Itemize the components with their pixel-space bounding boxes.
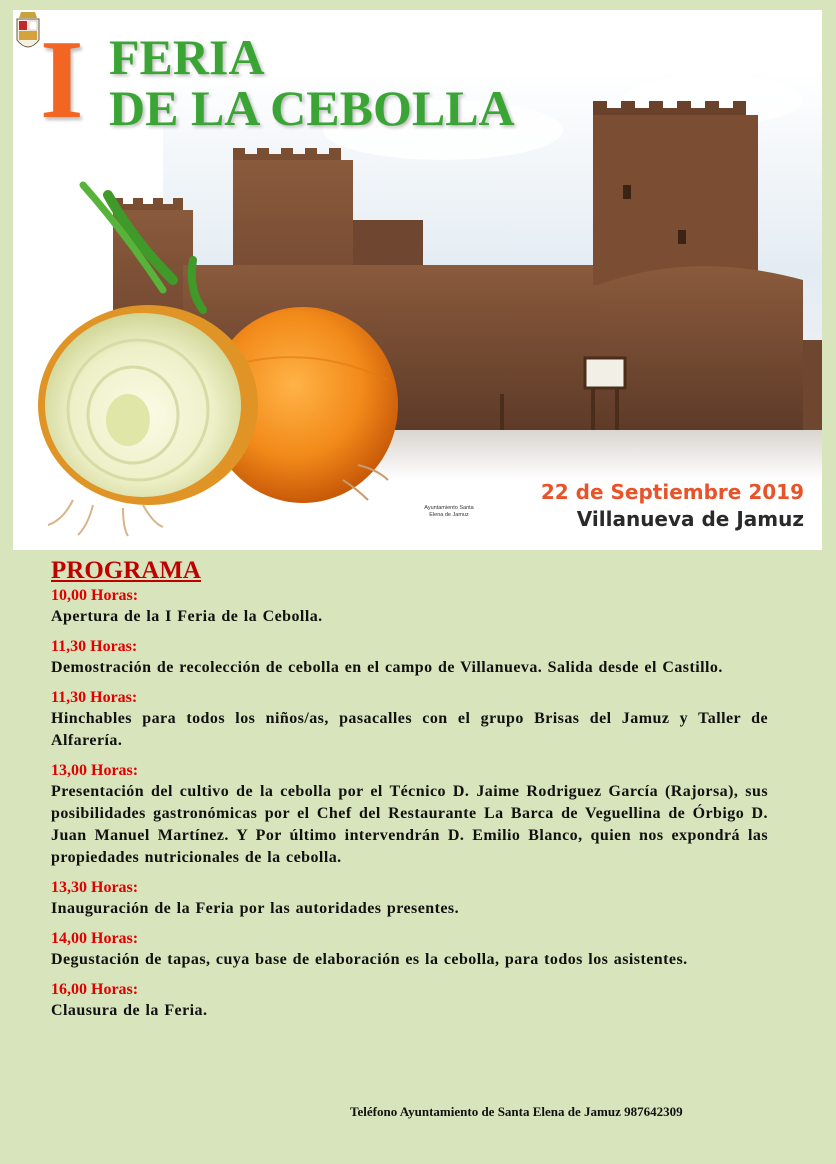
program-time: 11,30 Horas:: [51, 638, 138, 655]
program-description: Inauguración de la Feria por las autoridades presentes.: [51, 900, 460, 917]
event-poster: [13, 10, 822, 550]
program-item: [51, 928, 768, 971]
title-line-1: FERIA: [109, 29, 265, 85]
program-time: 14,00 Horas:: [51, 930, 139, 947]
program-section: [51, 556, 768, 1022]
program-time: 10,00 Horas:: [51, 587, 139, 604]
program-time: 16,00 Horas:: [51, 981, 139, 998]
program-item: [51, 585, 768, 628]
program-description: Presentación del cultivo de la cebolla por el Técnico D. Jaime Rodriguez García (Rajorsa), sus posibilidades gastronómicas por el Chef del Restaurante La Barca de Veguellina de Órbigo D. Juan Manuel Martínez. Y Por último intervendrán D. Emilio Blanco, quien nos expondrá las propiedades nutricionales de la cebolla.: [51, 783, 768, 866]
footer-phone: Teléfono Ayuntamiento de Santa Elena de Jamuz 987642309: [350, 1104, 683, 1119]
program-item: [51, 760, 768, 869]
program-time: 11,30 Horas:: [51, 689, 138, 706]
title-numeral: I: [40, 18, 84, 142]
program-time: 13,30 Horas:: [51, 879, 139, 896]
program-description: Demostración de recolección de cebolla en el campo de Villanueva. Salida desde el Castillo.: [51, 659, 723, 676]
program-item: [51, 979, 768, 1022]
program-item: [51, 877, 768, 920]
program-item: [51, 687, 768, 752]
program-description: Apertura de la I Feria de la Cebolla.: [51, 608, 323, 625]
town-crest-icon: [13, 10, 43, 58]
program-description: Degustación de tapas, cuya base de elaboración es la cebolla, para todos los asistentes.: [51, 951, 688, 968]
crest-label: Ayuntamiento Santa Elena de Jamuz: [424, 505, 474, 518]
program-time: 13,00 Horas:: [51, 762, 139, 779]
event-date: 22 de Septiembre 2019: [540, 480, 804, 504]
program-heading: PROGRAMA: [51, 557, 201, 584]
program-description: Hinchables para todos los niños/as, pasacalles con el grupo Brisas del Jamuz y Taller de Alfarería.: [51, 710, 768, 749]
program-item: [51, 636, 768, 679]
program-description: Clausura de la Feria.: [51, 1002, 208, 1019]
title-line-2: DE LA CEBOLLA: [109, 80, 515, 136]
event-place: Villanueva de Jamuz: [576, 507, 804, 531]
